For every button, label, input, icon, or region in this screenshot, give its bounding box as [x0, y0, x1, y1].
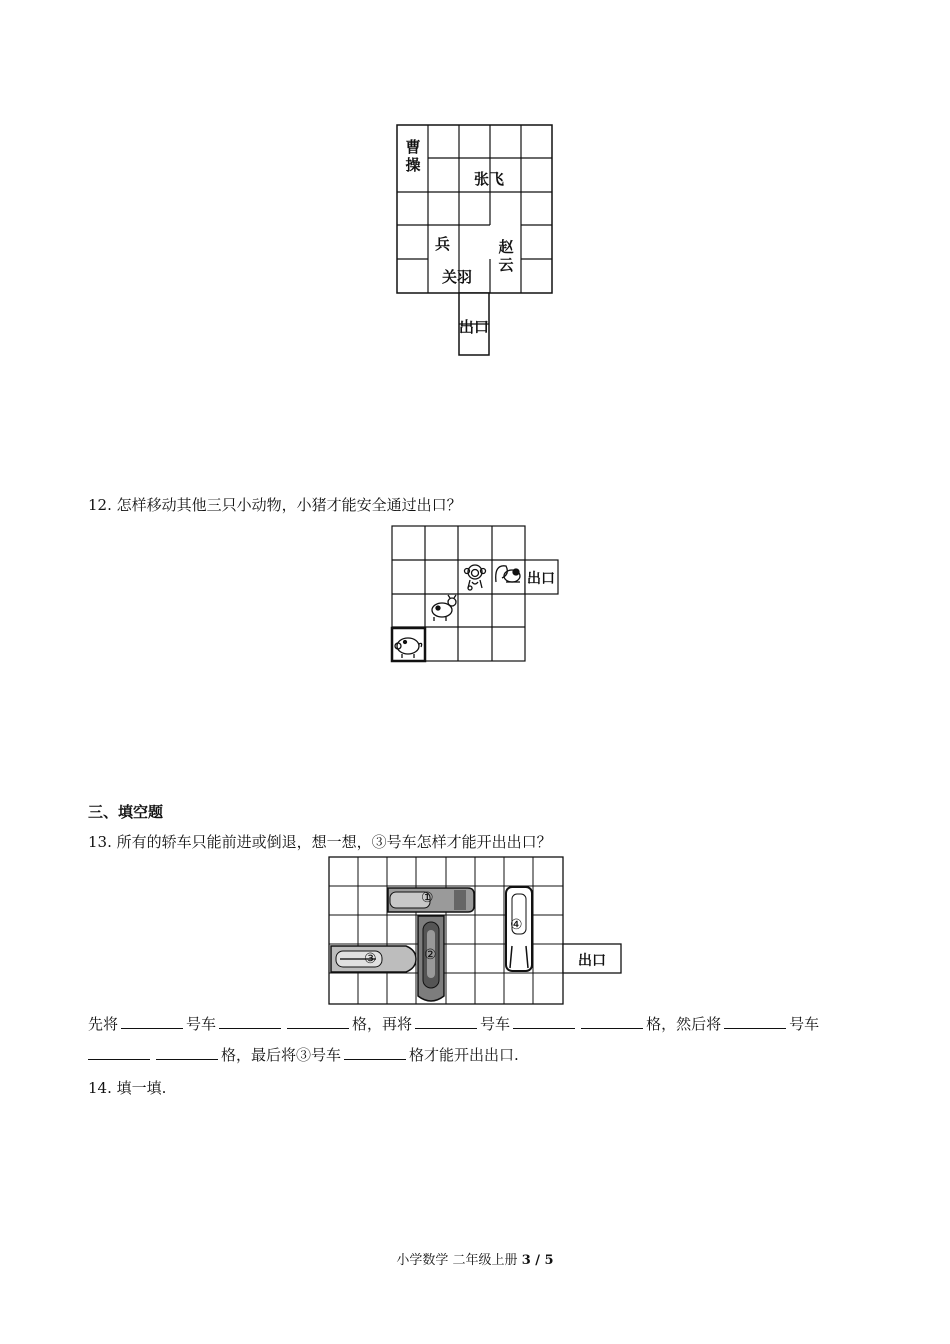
guanyu-label: 关羽	[442, 268, 473, 286]
answer-blank[interactable]	[415, 1014, 477, 1029]
question-text: 填一填.	[116, 1079, 167, 1097]
fill-text: 格，最后将③号车	[221, 1046, 342, 1064]
question-number: 12.	[88, 496, 112, 514]
footer-subject: 小学数学 二年级上册	[396, 1253, 518, 1268]
footer-page: 3 / 5	[521, 1253, 554, 1268]
q12-exit-label: 出口	[527, 571, 555, 587]
question-12	[88, 494, 462, 515]
car-3-label: ③	[364, 951, 377, 967]
fill-text: 号车	[789, 1015, 820, 1033]
car-grid	[328, 856, 624, 1008]
fill-line-1	[88, 1013, 819, 1034]
question-14	[88, 1077, 166, 1098]
answer-blank[interactable]	[219, 1014, 281, 1029]
caocao-label: 曹操	[405, 138, 421, 174]
fill-text: 格才能开出出口.	[409, 1046, 519, 1064]
question-text: 怎样移动其他三只小动物，小猪才能安全通过出口？	[116, 496, 462, 514]
zhangfei-label: 张飞	[474, 170, 505, 188]
zhaoyun-label: 赵云	[498, 238, 514, 274]
question-text: 所有的轿车只能前进或倒退，想一想，③号车怎样才能开出出口？	[116, 833, 552, 851]
question-13	[88, 831, 552, 852]
fill-line-2	[88, 1044, 519, 1065]
car-2-label: ②	[424, 947, 437, 963]
answer-blank[interactable]	[121, 1014, 183, 1029]
car-1-label: ①	[421, 890, 434, 906]
section-title: 三、填空题	[88, 803, 164, 821]
q13-exit-label: 出口	[578, 953, 606, 969]
page-footer	[0, 1249, 950, 1268]
exit-label: 出口	[459, 318, 490, 336]
car-4-label: ④	[510, 917, 523, 933]
bing-label: 兵	[435, 235, 451, 253]
answer-blank[interactable]	[88, 1045, 150, 1060]
question-number: 14.	[88, 1079, 112, 1097]
fill-text: 格，再将	[352, 1015, 413, 1033]
answer-blank[interactable]	[581, 1014, 643, 1029]
fill-text: 先将	[88, 1015, 119, 1033]
answer-blank[interactable]	[724, 1014, 786, 1029]
animal-grid	[390, 524, 562, 664]
fill-text: 格，然后将	[646, 1015, 722, 1033]
answer-blank[interactable]	[513, 1014, 575, 1029]
answer-blank[interactable]	[156, 1045, 218, 1060]
fill-text: 号车	[186, 1015, 217, 1033]
answer-blank[interactable]	[344, 1045, 406, 1060]
answer-blank[interactable]	[287, 1014, 349, 1029]
question-number: 13.	[88, 833, 112, 851]
fill-text: 号车	[480, 1015, 511, 1033]
